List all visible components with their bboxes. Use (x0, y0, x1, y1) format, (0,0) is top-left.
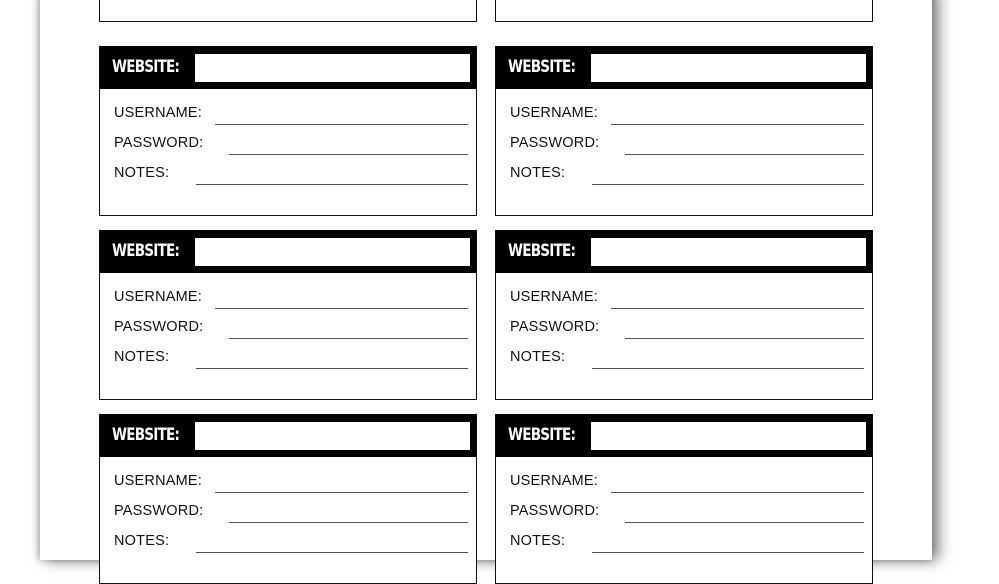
username-line[interactable] (611, 124, 864, 125)
notes-label: NOTES: (510, 349, 566, 365)
notes-row (510, 165, 864, 185)
username-label: USERNAME: (510, 105, 599, 121)
password-line[interactable] (625, 338, 864, 339)
username-label: USERNAME: (114, 105, 203, 121)
password-line[interactable] (229, 522, 468, 523)
notes-line[interactable] (592, 368, 864, 369)
password-line[interactable] (625, 154, 864, 155)
password-card (99, 414, 477, 584)
password-row (114, 503, 468, 523)
notes-line[interactable] (592, 552, 864, 553)
website-field[interactable] (195, 54, 470, 82)
password-label: PASSWORD: (510, 503, 600, 519)
username-line[interactable] (215, 308, 468, 309)
notes-row (114, 533, 468, 553)
card-header (496, 231, 872, 273)
password-row (510, 319, 864, 339)
notes-line[interactable] (196, 368, 468, 369)
website-label: WEBSITE: (112, 241, 180, 261)
notes-line[interactable] (196, 552, 468, 553)
password-label: PASSWORD: (114, 135, 204, 151)
password-card (495, 46, 873, 216)
username-row (114, 105, 468, 125)
website-field[interactable] (591, 422, 866, 450)
password-card (495, 414, 873, 584)
card-header (100, 231, 476, 273)
card-header (100, 47, 476, 89)
printable-page (40, 0, 932, 560)
website-field[interactable] (591, 238, 866, 266)
username-line[interactable] (215, 492, 468, 493)
password-row (510, 135, 864, 155)
password-card-partial-left (99, 0, 477, 22)
notes-label: NOTES: (114, 533, 170, 549)
website-field[interactable] (591, 54, 866, 82)
username-line[interactable] (215, 124, 468, 125)
username-row (114, 473, 468, 493)
notes-row (114, 165, 468, 185)
password-line[interactable] (625, 522, 864, 523)
website-field[interactable] (195, 422, 470, 450)
username-label: USERNAME: (510, 289, 599, 305)
password-card (99, 46, 477, 216)
notes-line[interactable] (196, 184, 468, 185)
password-row (114, 135, 468, 155)
password-label: PASSWORD: (114, 319, 204, 335)
notes-label: NOTES: (510, 533, 566, 549)
website-label: WEBSITE: (112, 57, 180, 77)
website-field[interactable] (195, 238, 470, 266)
password-card (99, 230, 477, 400)
notes-label: NOTES: (510, 165, 566, 181)
notes-row (114, 349, 468, 369)
password-row (510, 503, 864, 523)
website-label: WEBSITE: (508, 425, 576, 445)
password-line[interactable] (229, 338, 468, 339)
username-label: USERNAME: (114, 289, 203, 305)
username-row (114, 289, 468, 309)
username-row (510, 289, 864, 309)
password-card-partial-right (495, 0, 873, 22)
card-header (496, 415, 872, 457)
card-header (496, 47, 872, 89)
username-label: USERNAME: (510, 473, 599, 489)
username-row (510, 473, 864, 493)
password-line[interactable] (229, 154, 468, 155)
username-line[interactable] (611, 492, 864, 493)
website-label: WEBSITE: (508, 57, 576, 77)
website-label: WEBSITE: (112, 425, 180, 445)
password-row (114, 319, 468, 339)
website-label: WEBSITE: (508, 241, 576, 261)
username-label: USERNAME: (114, 473, 203, 489)
password-label: PASSWORD: (510, 319, 600, 335)
username-row (510, 105, 864, 125)
username-line[interactable] (611, 308, 864, 309)
password-card (495, 230, 873, 400)
password-label: PASSWORD: (114, 503, 204, 519)
notes-label: NOTES: (114, 165, 170, 181)
card-header (100, 415, 476, 457)
password-label: PASSWORD: (510, 135, 600, 151)
notes-label: NOTES: (114, 349, 170, 365)
notes-row (510, 533, 864, 553)
notes-line[interactable] (592, 184, 864, 185)
notes-row (510, 349, 864, 369)
